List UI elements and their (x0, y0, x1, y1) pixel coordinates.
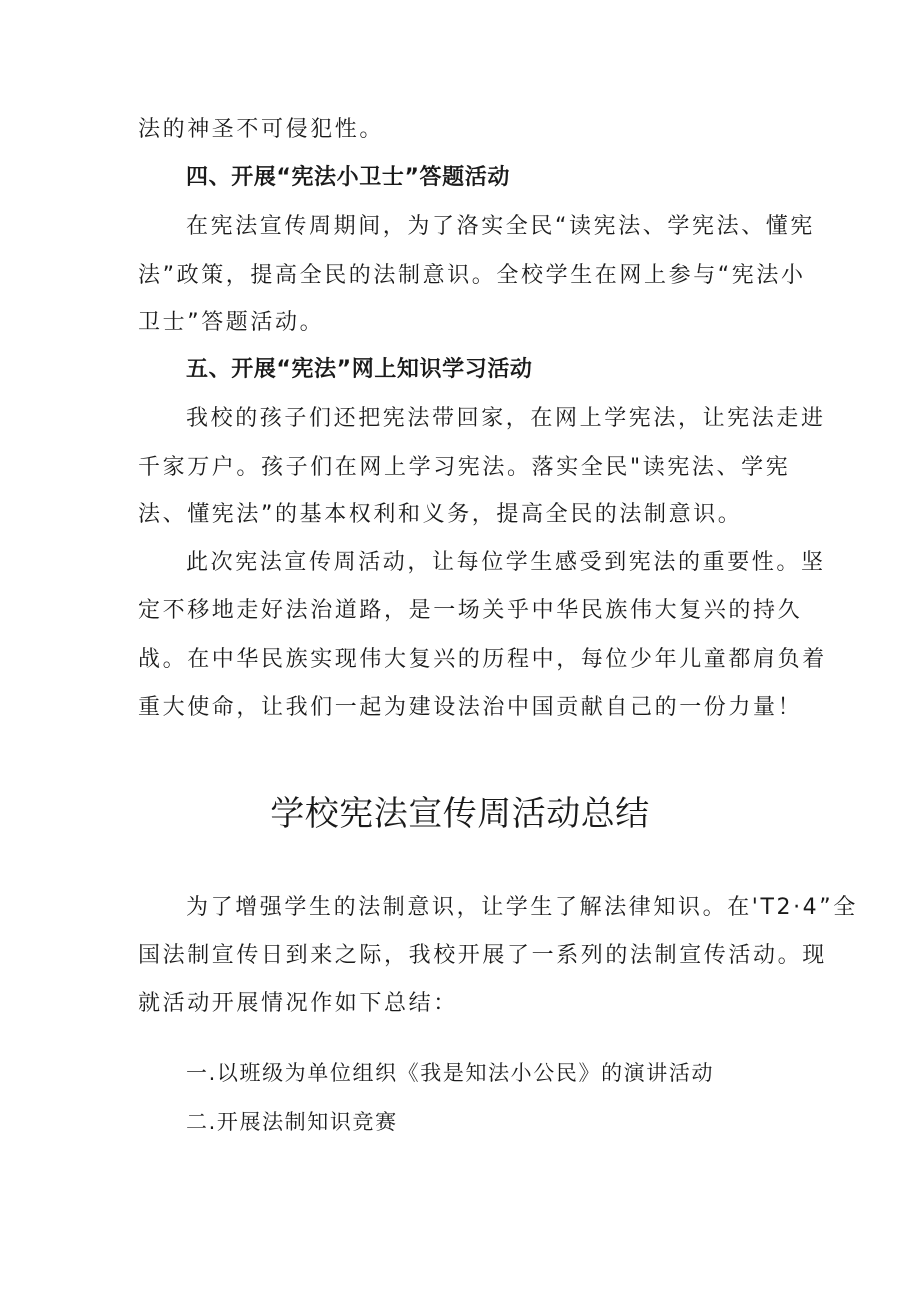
paragraph-line: 法”政策，提高全民的法制意识。全校学生在网上参与“宪法小 (138, 263, 806, 288)
paragraph-line: 法的神圣不可侵犯性。 (138, 117, 385, 142)
paragraph-line: 国法制宣传日到来之际，我校开展了一系列的法制宣传活动。现 (138, 943, 827, 968)
paragraph-line: 法、懂宪法”的基本权利和义务，提高全民的法制意识。 (138, 502, 743, 527)
paragraph-line: 为了增强学生的法制意识，让学生了解法律知识。在'T2·4”全 (186, 895, 858, 920)
paragraph-line: 在宪法宣传周期间，为了洛实全民“读宪法、学宪法、懂宪 (186, 214, 815, 239)
paragraph-line: 卫士”答题活动。 (138, 310, 325, 335)
paragraph-line: 此次宪法宣传周活动，让每位学生感受到宪法的重要性。坚 (186, 550, 826, 575)
section-heading-4: 四、开展“宪法小卫士”答题活动 (186, 165, 510, 190)
paragraph-line: 重大使命，让我们一起为建设法治中国贡献自己的一份力量！ (138, 695, 803, 720)
list-item: 一.以班级为单位组织《我是知法小公民》的演讲活动 (186, 1061, 715, 1085)
list-item: 二.开展法制知识竞赛 (186, 1110, 398, 1134)
paragraph-line: 战。在中华民族实现伟大复兴的历程中，每位少年儿童都肩负着 (138, 647, 827, 672)
summary-title: 学校宪法宣传周活动总结 (270, 794, 650, 834)
section-heading-5: 五、开展“宪法”网上知识学习活动 (186, 357, 533, 382)
paragraph-line: 定不移地走好法治道路，是一场关乎中华民族伟大复兴的持久 (138, 598, 803, 623)
paragraph-line: 就活动开展情况作如下总结： (138, 991, 458, 1016)
paragraph-line: 千家万户。孩子们在网上学习宪法。落实全民"读宪法、学宪 (138, 455, 791, 480)
paragraph-line: 我校的孩子们还把宪法带回家，在网上学宪法，让宪法走进 (186, 406, 826, 431)
